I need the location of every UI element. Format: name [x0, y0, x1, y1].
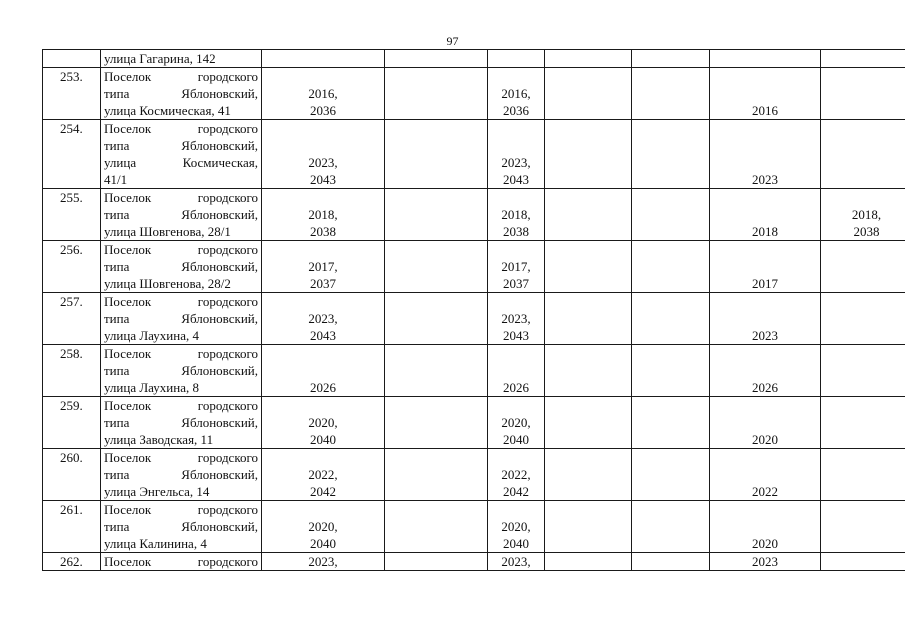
- year-value: 2040: [310, 536, 336, 551]
- empty-cell: [385, 553, 488, 571]
- address-line: Поселок городского: [104, 121, 258, 136]
- address-line: типа Яблоновский,: [104, 467, 258, 482]
- year-value: 2037: [503, 276, 529, 291]
- address-cell: [101, 345, 262, 397]
- year-value: 2018,: [308, 207, 338, 222]
- housing-schedule-table: [42, 49, 905, 571]
- page-number: 97: [446, 34, 459, 48]
- year-cell: [488, 68, 545, 120]
- year-cell: [488, 189, 545, 241]
- empty-cell: [385, 449, 488, 501]
- row-number-cell: 255.: [43, 189, 101, 241]
- year-cell: [262, 120, 385, 189]
- empty-cell: [632, 397, 710, 449]
- year-cell: [710, 120, 821, 189]
- address-line: улица Энгельса, 14: [104, 484, 210, 499]
- empty-cell: [385, 68, 488, 120]
- empty-cell: [545, 120, 632, 189]
- year-cell: [710, 449, 821, 501]
- year-cell: [710, 501, 821, 553]
- table-row: [43, 68, 905, 120]
- empty-cell: [545, 68, 632, 120]
- year-cell: [488, 345, 545, 397]
- year-value: 2023: [752, 172, 778, 187]
- empty-cell: [632, 553, 710, 571]
- address-line: улица Космическая, 41: [104, 103, 231, 118]
- row-number-cell: 253.: [43, 68, 101, 120]
- year-cell: [710, 50, 821, 68]
- year-value: 2023,: [501, 155, 531, 170]
- table-row: [43, 553, 905, 571]
- table-body: [43, 50, 905, 571]
- address-line: Поселок городского: [104, 190, 258, 205]
- row-number-cell: 257.: [43, 293, 101, 345]
- address-cell: [101, 120, 262, 189]
- table-row: [43, 241, 905, 293]
- address-line: улица Космическая,: [104, 155, 258, 170]
- year-cell: [262, 345, 385, 397]
- address-line: Поселок городского: [104, 398, 258, 413]
- year-value: 2018,: [851, 207, 882, 222]
- year-cell: [488, 397, 545, 449]
- address-line: типа Яблоновский,: [104, 86, 258, 101]
- year-cell: [710, 293, 821, 345]
- year-value: 2040: [310, 432, 336, 447]
- row-number-cell: 260.: [43, 449, 101, 501]
- empty-cell: [385, 293, 488, 345]
- empty-cell: [632, 189, 710, 241]
- address-line: типа Яблоновский,: [104, 311, 258, 326]
- address-cell: [101, 293, 262, 345]
- empty-cell: [545, 449, 632, 501]
- year-value: 2023: [752, 328, 778, 343]
- year-value: 2018: [752, 224, 778, 239]
- year-value: 2017: [752, 276, 778, 291]
- address-line: типа Яблоновский,: [104, 138, 258, 153]
- year-cell: [262, 189, 385, 241]
- empty-cell: [632, 293, 710, 345]
- row-number-cell: 259.: [43, 397, 101, 449]
- year-cell: [262, 50, 385, 68]
- year-value: 2022: [752, 484, 778, 499]
- year-cell: [821, 50, 905, 68]
- year-value: 2043: [503, 328, 529, 343]
- row-number-cell: 258.: [43, 345, 101, 397]
- year-cell: [821, 345, 905, 397]
- year-cell: [262, 241, 385, 293]
- table-row: [43, 449, 905, 501]
- address-cell: [101, 397, 262, 449]
- empty-cell: [545, 397, 632, 449]
- year-value: 2016,: [501, 86, 531, 101]
- empty-cell: [632, 50, 710, 68]
- empty-cell: [545, 553, 632, 571]
- year-value: 2020: [752, 536, 778, 551]
- year-value: 2036: [503, 103, 529, 118]
- year-value: 2016: [752, 103, 778, 118]
- year-cell: [262, 68, 385, 120]
- row-number-cell: 256.: [43, 241, 101, 293]
- row-number-cell: [43, 50, 101, 68]
- table-row: [43, 345, 905, 397]
- address-line: типа Яблоновский,: [104, 519, 258, 534]
- empty-cell: [385, 501, 488, 553]
- year-value: 2018,: [501, 207, 531, 222]
- empty-cell: [385, 241, 488, 293]
- year-value: 2040: [503, 432, 529, 447]
- address-line: типа Яблоновский,: [104, 259, 258, 274]
- empty-cell: [385, 120, 488, 189]
- year-value: 2016,: [308, 86, 338, 101]
- year-value: 2037: [310, 276, 336, 291]
- year-value: 2017,: [308, 259, 338, 274]
- empty-cell: [545, 293, 632, 345]
- address-line: типа Яблоновский,: [104, 363, 258, 378]
- year-cell: [821, 120, 905, 189]
- empty-cell: [821, 553, 905, 571]
- row-number-cell: 254.: [43, 120, 101, 189]
- empty-cell: [545, 189, 632, 241]
- year-cell: [710, 241, 821, 293]
- address-line: Поселок городского: [104, 294, 258, 309]
- address-line: Поселок городского: [104, 450, 258, 465]
- year-value: 2026: [752, 380, 778, 395]
- address-cell: [101, 501, 262, 553]
- year-cell: 2023,: [262, 553, 385, 571]
- address-cell: [101, 241, 262, 293]
- address-line: улица Шовгенова, 28/1: [104, 224, 231, 239]
- table-row: [43, 293, 905, 345]
- year-value: 2020,: [308, 415, 338, 430]
- empty-cell: [545, 241, 632, 293]
- address-line: Поселок городского: [104, 69, 258, 84]
- table-row: [43, 120, 905, 189]
- empty-cell: [632, 120, 710, 189]
- year-cell: [488, 120, 545, 189]
- empty-cell: [545, 50, 632, 68]
- address-line: типа Яблоновский,: [104, 415, 258, 430]
- empty-cell: [385, 189, 488, 241]
- empty-cell: [385, 345, 488, 397]
- year-value: 2036: [310, 103, 336, 118]
- address-line: улица Лаухина, 8: [104, 380, 199, 395]
- year-cell: [262, 397, 385, 449]
- year-cell: [488, 501, 545, 553]
- year-value: 2042: [503, 484, 529, 499]
- empty-cell: [545, 345, 632, 397]
- table-row: [43, 501, 905, 553]
- year-value: 2043: [310, 172, 336, 187]
- year-cell: [821, 501, 905, 553]
- year-value: 2022,: [308, 467, 338, 482]
- year-cell: [821, 397, 905, 449]
- year-cell: [821, 293, 905, 345]
- year-cell: [262, 501, 385, 553]
- address-cell: [101, 189, 262, 241]
- year-value: 2038: [310, 224, 336, 239]
- year-cell: [488, 449, 545, 501]
- year-cell: [710, 68, 821, 120]
- address-line: улица Калинина, 4: [104, 536, 207, 551]
- table-row: [43, 50, 905, 68]
- year-value: 2020,: [308, 519, 338, 534]
- year-value: 2042: [310, 484, 336, 499]
- year-value: 2043: [310, 328, 336, 343]
- year-cell: [262, 293, 385, 345]
- empty-cell: [545, 501, 632, 553]
- year-value: 2043: [503, 172, 529, 187]
- year-value: 2023,: [308, 155, 338, 170]
- year-value: 2026: [503, 380, 529, 395]
- year-cell: [488, 293, 545, 345]
- table-row: [43, 397, 905, 449]
- row-number-cell: 261.: [43, 501, 101, 553]
- address-cell: [101, 553, 262, 571]
- row-number-cell: 262.: [43, 553, 101, 571]
- address-line: 41/1: [104, 172, 128, 187]
- empty-cell: [632, 449, 710, 501]
- empty-cell: [632, 345, 710, 397]
- year-cell: [710, 345, 821, 397]
- year-cell: [821, 68, 905, 120]
- year-value: 2038: [853, 224, 880, 239]
- year-cell: [821, 241, 905, 293]
- empty-cell: [632, 68, 710, 120]
- year-cell: 2023: [710, 553, 821, 571]
- table-row: [43, 189, 905, 241]
- address-line: улица Лаухина, 4: [104, 328, 199, 343]
- year-cell: [821, 449, 905, 501]
- address-line: улица Шовгенова, 28/2: [104, 276, 231, 291]
- year-value: 2020,: [501, 415, 531, 430]
- address-line: улица Гагарина, 142: [104, 51, 216, 66]
- address-line: Поселок городского: [104, 242, 258, 257]
- year-value: 2020: [752, 432, 778, 447]
- year-cell: [821, 189, 905, 241]
- year-cell: [488, 50, 545, 68]
- year-value: 2017,: [501, 259, 531, 274]
- address-line: Поселок городского: [104, 346, 258, 361]
- empty-cell: [632, 241, 710, 293]
- empty-cell: [385, 397, 488, 449]
- year-value: 2022,: [501, 467, 531, 482]
- year-value: 2026: [310, 380, 336, 395]
- address-cell: [101, 50, 262, 68]
- year-cell: [488, 241, 545, 293]
- empty-cell: [385, 50, 488, 68]
- year-cell: [710, 189, 821, 241]
- year-value: 2023,: [501, 311, 531, 326]
- year-value: 2038: [503, 224, 529, 239]
- year-value: 2040: [503, 536, 529, 551]
- year-cell: [262, 449, 385, 501]
- address-line: типа Яблоновский,: [104, 207, 258, 222]
- address-line: улица Заводская, 11: [104, 432, 214, 447]
- address-line: Поселок городского: [104, 502, 258, 517]
- address-line: Поселок городского: [104, 554, 258, 569]
- address-cell: [101, 68, 262, 120]
- address-cell: [101, 449, 262, 501]
- year-value: 2020,: [501, 519, 531, 534]
- empty-cell: [632, 501, 710, 553]
- year-cell: 2023,: [488, 553, 545, 571]
- year-cell: [710, 397, 821, 449]
- year-value: 2023,: [308, 311, 338, 326]
